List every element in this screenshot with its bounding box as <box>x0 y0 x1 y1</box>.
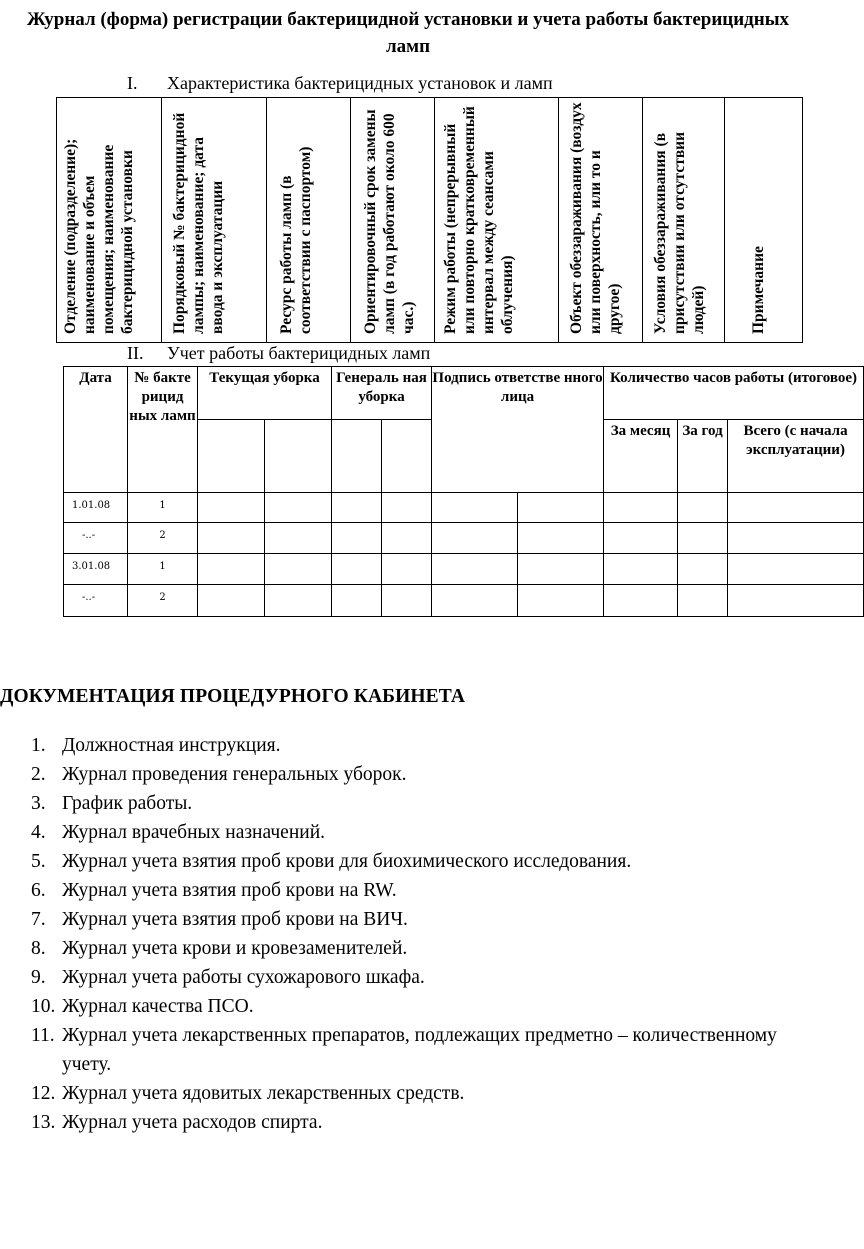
list-item: 13. Журнал учета расходов спирта. <box>31 1112 323 1133</box>
documentation-list <box>0 731 802 1137</box>
table-row <box>64 523 864 554</box>
empty-cell <box>198 420 265 493</box>
documentation-heading: ДОКУМЕНТАЦИЯ ПРОЦЕДУРНОГО КАБИНЕТА <box>0 686 466 707</box>
list-item: 5. Журнал учета взятия проб крови для биохимического исследования. <box>31 851 632 872</box>
section-2-label: Учет работы бактерицидных ламп <box>167 343 431 363</box>
row-date: -..- <box>64 585 128 617</box>
list-item: 1. Должностная инструкция. <box>31 735 281 756</box>
lamp-usage-table <box>63 366 858 617</box>
row-lamp: 1 <box>128 554 198 585</box>
header-cell-note <box>725 98 803 343</box>
header-general-cleaning: Генераль ная уборка <box>332 367 432 420</box>
header-cell-conditions <box>643 98 725 343</box>
section-1-heading <box>127 72 553 94</box>
row-date: -..- <box>64 523 128 554</box>
row-lamp: 2 <box>128 585 198 617</box>
header-cell-department <box>57 98 162 343</box>
empty-cell <box>382 420 432 493</box>
header-per-year: За год <box>678 420 728 493</box>
empty-cell <box>265 420 332 493</box>
header-cell-resource <box>267 98 351 343</box>
lamp-characteristics-table <box>56 97 802 341</box>
list-item: 12. Журнал учета ядовитых лекарственных средств. <box>31 1083 465 1104</box>
header-cell-object <box>559 98 643 343</box>
header-date: Дата <box>64 367 128 493</box>
header-cell-replacement <box>351 98 435 343</box>
header-per-month: За месяц <box>604 420 678 493</box>
header-text: Ориентировочный срок замены ламп (в год работают около 600 час.) <box>362 109 417 334</box>
header-cell-mode <box>435 98 559 343</box>
table-row <box>64 585 864 617</box>
list-item: 11. Журнал учета лекарственных препаратов, подлежащих предметно – количественному учету. <box>31 1025 777 1075</box>
list-item: 2. Журнал проведения генеральных уборок. <box>31 764 407 785</box>
header-text: Примечание <box>750 246 767 334</box>
list-item: 6. Журнал учета взятия проб крови на RW. <box>31 880 397 901</box>
row-date: 3.01.08 <box>64 554 128 585</box>
header-hours: Количество часов работы (итоговое) <box>604 367 864 420</box>
header-text: Порядковый № бактерицидной лампы; наименование; дата ввода и эксплуатации <box>171 112 226 334</box>
header-lamp-number: № бакте рицид ных ламп <box>128 367 198 493</box>
section-1-number: I. <box>127 73 138 93</box>
section-1-label: Характеристика бактерицидных установок и ламп <box>167 73 553 93</box>
row-date: 1.01.08 <box>64 493 128 523</box>
list-item: 3. График работы. <box>31 793 193 814</box>
table-row <box>64 554 864 585</box>
list-item: 9. Журнал учета работы сухожарового шкафа. <box>31 967 425 988</box>
empty-cell <box>332 420 382 493</box>
header-text: Условия обеззараживания (в присутствии или отсутствии людей) <box>652 131 707 334</box>
section-2-heading <box>127 342 430 364</box>
list-item: 7. Журнал учета взятия проб крови на ВИЧ. <box>31 909 408 930</box>
header-text: Режим работы (непрерывный или повторно кратковременный интервал между сеансами облучения) <box>442 106 516 334</box>
header-cell-lamp-number <box>162 98 267 343</box>
header-total: Всего (с начала эксплуатации) <box>728 420 864 493</box>
header-signature: Подпись ответстве нного лица <box>432 367 604 493</box>
header-text: Отделение (подразделение); наименование и объем помещения; наименование бактерицидной установки <box>62 138 136 334</box>
list-item: 4. Журнал врачебных назначений. <box>31 822 326 843</box>
header-text: Объект обеззараживания (воздух или поверхность, или то и другое) <box>568 102 623 334</box>
header-text: Ресурс работы ламп (в соответствии с паспортом) <box>278 146 314 334</box>
header-current-cleaning: Текущая уборка <box>198 367 332 420</box>
document-title: Журнал (форма) регистрации бактерицидной установки и учета работы бактерицидных ламп <box>26 9 790 57</box>
list-item: 10. Журнал качества ПСО. <box>31 996 254 1017</box>
section-2-number: II. <box>127 343 144 363</box>
table-row <box>64 493 864 523</box>
row-lamp: 1 <box>128 493 198 523</box>
row-lamp: 2 <box>128 523 198 554</box>
list-item: 8. Журнал учета крови и кровезаменителей. <box>31 938 408 959</box>
